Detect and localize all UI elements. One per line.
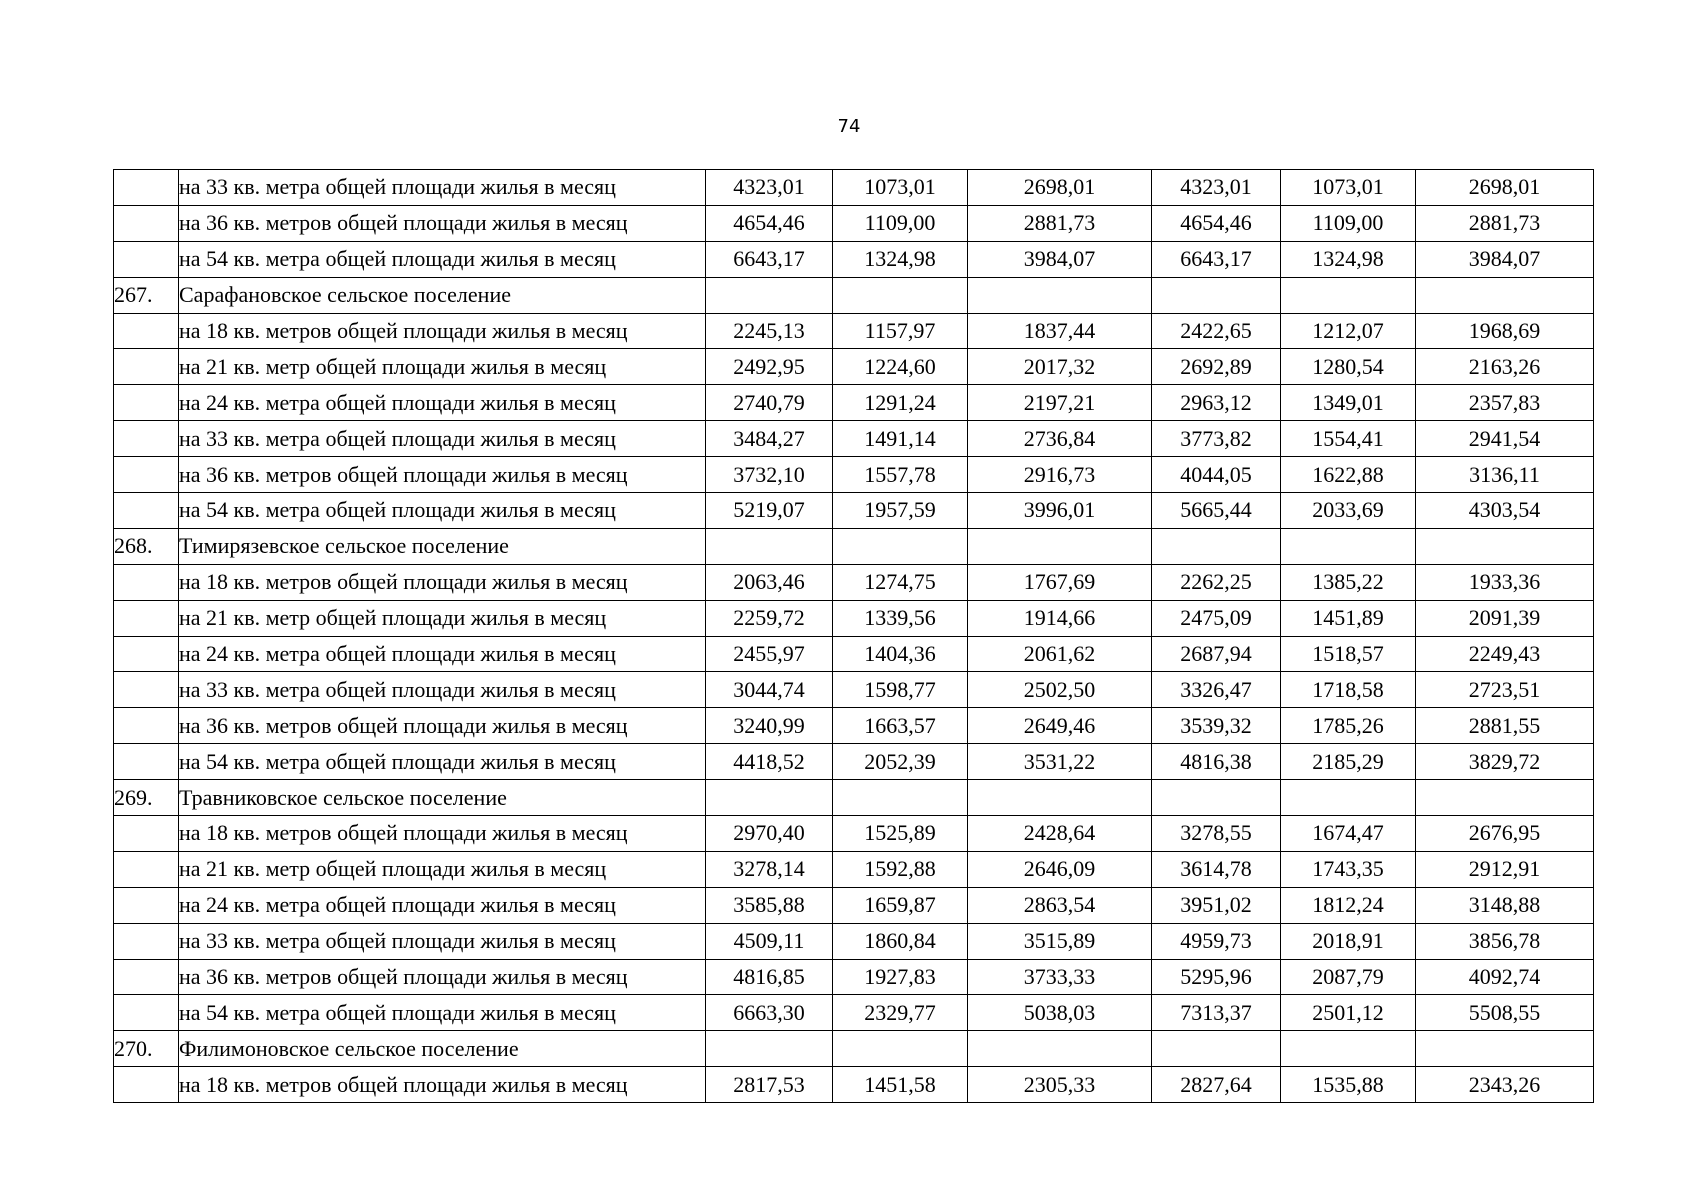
value-cell: 2941,54 — [1416, 421, 1594, 457]
value-cell: 4323,01 — [706, 170, 833, 206]
value-cell: 2262,25 — [1152, 564, 1281, 600]
value-cell: 4323,01 — [1152, 170, 1281, 206]
row-number-cell — [114, 672, 179, 708]
value-cell — [1281, 528, 1416, 564]
value-cell: 2676,95 — [1416, 816, 1594, 852]
value-cell: 2061,62 — [968, 636, 1152, 672]
row-number-cell — [114, 636, 179, 672]
row-number-cell — [114, 385, 179, 421]
value-cell: 1451,58 — [833, 1067, 968, 1103]
value-cell: 2863,54 — [968, 887, 1152, 923]
value-cell: 4959,73 — [1152, 923, 1281, 959]
table-row — [114, 241, 1594, 277]
row-number-cell — [114, 170, 179, 206]
value-cell: 2422,65 — [1152, 313, 1281, 349]
value-cell: 4418,52 — [706, 744, 833, 780]
value-cell: 2455,97 — [706, 636, 833, 672]
row-number-cell — [114, 205, 179, 241]
table-row — [114, 851, 1594, 887]
table-row — [114, 421, 1594, 457]
row-number-cell — [114, 241, 179, 277]
value-cell: 3515,89 — [968, 923, 1152, 959]
value-cell: 3278,55 — [1152, 816, 1281, 852]
value-cell: 1224,60 — [833, 349, 968, 385]
value-cell: 3996,01 — [968, 493, 1152, 529]
value-cell — [1416, 1031, 1594, 1067]
table-row-settlement — [114, 277, 1594, 313]
value-cell — [968, 1031, 1152, 1067]
value-cell: 2185,29 — [1281, 744, 1416, 780]
value-cell: 1659,87 — [833, 887, 968, 923]
value-cell: 2197,21 — [968, 385, 1152, 421]
value-cell: 1554,41 — [1281, 421, 1416, 457]
value-cell: 2740,79 — [706, 385, 833, 421]
table-row — [114, 170, 1594, 206]
value-cell: 4509,11 — [706, 923, 833, 959]
value-cell: 2736,84 — [968, 421, 1152, 457]
value-cell: 1491,14 — [833, 421, 968, 457]
value-cell: 3585,88 — [706, 887, 833, 923]
value-cell: 2881,73 — [1416, 205, 1594, 241]
description-cell: на 36 кв. метров общей площади жилья в месяц — [179, 708, 706, 744]
table-row — [114, 636, 1594, 672]
value-cell: 2912,91 — [1416, 851, 1594, 887]
value-cell: 1837,44 — [968, 313, 1152, 349]
table-row — [114, 205, 1594, 241]
value-cell: 1812,24 — [1281, 887, 1416, 923]
value-cell: 2163,26 — [1416, 349, 1594, 385]
row-number-cell — [114, 564, 179, 600]
table-row — [114, 457, 1594, 493]
value-cell: 1674,47 — [1281, 816, 1416, 852]
value-cell — [968, 277, 1152, 313]
value-cell: 1957,59 — [833, 493, 968, 529]
table-row — [114, 1067, 1594, 1103]
description-cell: на 33 кв. метра общей площади жилья в месяц — [179, 923, 706, 959]
value-cell: 3531,22 — [968, 744, 1152, 780]
value-cell: 3326,47 — [1152, 672, 1281, 708]
value-cell: 2963,12 — [1152, 385, 1281, 421]
value-cell: 1157,97 — [833, 313, 968, 349]
description-cell: на 24 кв. метра общей площади жилья в месяц — [179, 385, 706, 421]
value-cell — [1416, 277, 1594, 313]
description-cell: на 18 кв. метров общей площади жилья в месяц — [179, 564, 706, 600]
value-cell: 4092,74 — [1416, 959, 1594, 995]
table-body — [114, 170, 1594, 1103]
table-row — [114, 493, 1594, 529]
value-cell: 3148,88 — [1416, 887, 1594, 923]
value-cell: 4654,46 — [1152, 205, 1281, 241]
value-cell — [1152, 528, 1281, 564]
value-cell: 2087,79 — [1281, 959, 1416, 995]
value-cell: 3044,74 — [706, 672, 833, 708]
value-cell: 1525,89 — [833, 816, 968, 852]
table-row-settlement — [114, 780, 1594, 816]
value-cell: 7313,37 — [1152, 995, 1281, 1031]
value-cell: 5665,44 — [1152, 493, 1281, 529]
description-cell: на 33 кв. метра общей площади жилья в месяц — [179, 672, 706, 708]
value-cell: 2492,95 — [706, 349, 833, 385]
value-cell: 1914,66 — [968, 600, 1152, 636]
value-cell: 1598,77 — [833, 672, 968, 708]
value-cell: 1109,00 — [833, 205, 968, 241]
table-row — [114, 995, 1594, 1031]
value-cell: 4816,85 — [706, 959, 833, 995]
value-cell: 1324,98 — [833, 241, 968, 277]
table-row — [114, 349, 1594, 385]
value-cell: 1718,58 — [1281, 672, 1416, 708]
description-cell: на 54 кв. метра общей площади жилья в месяц — [179, 995, 706, 1031]
description-cell: на 21 кв. метр общей площади жилья в месяц — [179, 600, 706, 636]
value-cell — [1152, 1031, 1281, 1067]
value-cell: 2428,64 — [968, 816, 1152, 852]
value-cell: 2245,13 — [706, 313, 833, 349]
value-cell: 3732,10 — [706, 457, 833, 493]
row-number-cell — [114, 600, 179, 636]
value-cell: 3733,33 — [968, 959, 1152, 995]
table-row — [114, 959, 1594, 995]
description-cell: на 36 кв. метров общей площади жилья в месяц — [179, 959, 706, 995]
value-cell — [833, 1031, 968, 1067]
value-cell: 3951,02 — [1152, 887, 1281, 923]
value-cell: 1073,01 — [833, 170, 968, 206]
value-cell — [1281, 277, 1416, 313]
value-cell: 1860,84 — [833, 923, 968, 959]
value-cell: 2970,40 — [706, 816, 833, 852]
value-cell — [1152, 277, 1281, 313]
value-cell — [968, 780, 1152, 816]
value-cell: 2501,12 — [1281, 995, 1416, 1031]
row-number-cell — [114, 421, 179, 457]
value-cell: 1280,54 — [1281, 349, 1416, 385]
table-row-settlement — [114, 1031, 1594, 1067]
value-cell: 2692,89 — [1152, 349, 1281, 385]
description-cell: на 36 кв. метров общей площади жилья в месяц — [179, 457, 706, 493]
value-cell: 1212,07 — [1281, 313, 1416, 349]
value-cell: 2646,09 — [968, 851, 1152, 887]
value-cell: 1518,57 — [1281, 636, 1416, 672]
settlement-name-cell: Филимоновское сельское поселение — [179, 1031, 706, 1067]
description-cell: на 18 кв. метров общей площади жилья в месяц — [179, 313, 706, 349]
value-cell: 2305,33 — [968, 1067, 1152, 1103]
description-cell: на 18 кв. метров общей площади жилья в месяц — [179, 1067, 706, 1103]
row-number-cell — [114, 349, 179, 385]
value-cell: 2698,01 — [1416, 170, 1594, 206]
value-cell: 1743,35 — [1281, 851, 1416, 887]
table-row — [114, 672, 1594, 708]
row-number-cell: 268. — [114, 528, 179, 564]
value-cell — [833, 780, 968, 816]
value-cell: 2723,51 — [1416, 672, 1594, 708]
value-cell: 2817,53 — [706, 1067, 833, 1103]
value-cell: 5219,07 — [706, 493, 833, 529]
value-cell: 3829,72 — [1416, 744, 1594, 780]
value-cell: 1968,69 — [1416, 313, 1594, 349]
table-row-settlement — [114, 528, 1594, 564]
value-cell: 2475,09 — [1152, 600, 1281, 636]
value-cell: 4044,05 — [1152, 457, 1281, 493]
description-cell: на 54 кв. метра общей площади жилья в месяц — [179, 744, 706, 780]
value-cell: 3773,82 — [1152, 421, 1281, 457]
value-cell: 2259,72 — [706, 600, 833, 636]
value-cell: 5038,03 — [968, 995, 1152, 1031]
value-cell: 1073,01 — [1281, 170, 1416, 206]
value-cell: 2052,39 — [833, 744, 968, 780]
value-cell: 6663,30 — [706, 995, 833, 1031]
description-cell: на 21 кв. метр общей площади жилья в месяц — [179, 349, 706, 385]
tariff-table — [113, 169, 1594, 1103]
value-cell: 1324,98 — [1281, 241, 1416, 277]
row-number-cell — [114, 313, 179, 349]
value-cell: 2063,46 — [706, 564, 833, 600]
value-cell: 3240,99 — [706, 708, 833, 744]
settlement-name-cell: Травниковское сельское поселение — [179, 780, 706, 816]
table-row — [114, 708, 1594, 744]
description-cell: на 33 кв. метра общей площади жилья в месяц — [179, 421, 706, 457]
value-cell: 2698,01 — [968, 170, 1152, 206]
value-cell: 1109,00 — [1281, 205, 1416, 241]
value-cell: 2827,64 — [1152, 1067, 1281, 1103]
value-cell: 3856,78 — [1416, 923, 1594, 959]
value-cell: 3278,14 — [706, 851, 833, 887]
value-cell: 2916,73 — [968, 457, 1152, 493]
description-cell: на 24 кв. метра общей площади жилья в месяц — [179, 887, 706, 923]
value-cell: 3614,78 — [1152, 851, 1281, 887]
value-cell: 2091,39 — [1416, 600, 1594, 636]
value-cell: 1557,78 — [833, 457, 968, 493]
value-cell: 2033,69 — [1281, 493, 1416, 529]
value-cell — [706, 528, 833, 564]
value-cell: 2687,94 — [1152, 636, 1281, 672]
value-cell — [706, 1031, 833, 1067]
value-cell — [1416, 528, 1594, 564]
value-cell: 1592,88 — [833, 851, 968, 887]
row-number-cell — [114, 887, 179, 923]
value-cell: 4303,54 — [1416, 493, 1594, 529]
row-number-cell — [114, 744, 179, 780]
value-cell: 3484,27 — [706, 421, 833, 457]
value-cell: 4816,38 — [1152, 744, 1281, 780]
value-cell: 1622,88 — [1281, 457, 1416, 493]
row-number-cell — [114, 923, 179, 959]
table-row — [114, 564, 1594, 600]
value-cell: 2649,46 — [968, 708, 1152, 744]
row-number-cell: 270. — [114, 1031, 179, 1067]
value-cell: 1451,89 — [1281, 600, 1416, 636]
description-cell: на 54 кв. метра общей площади жилья в месяц — [179, 241, 706, 277]
row-number-cell — [114, 995, 179, 1031]
value-cell — [1281, 1031, 1416, 1067]
value-cell: 3136,11 — [1416, 457, 1594, 493]
value-cell: 4654,46 — [706, 205, 833, 241]
value-cell: 2357,83 — [1416, 385, 1594, 421]
value-cell: 3539,32 — [1152, 708, 1281, 744]
row-number-cell — [114, 493, 179, 529]
settlement-name-cell: Сарафановское сельское поселение — [179, 277, 706, 313]
description-cell: на 54 кв. метра общей площади жилья в месяц — [179, 493, 706, 529]
value-cell: 2018,91 — [1281, 923, 1416, 959]
value-cell: 5295,96 — [1152, 959, 1281, 995]
value-cell — [968, 528, 1152, 564]
value-cell — [1416, 780, 1594, 816]
table-row — [114, 887, 1594, 923]
row-number-cell: 269. — [114, 780, 179, 816]
value-cell — [706, 277, 833, 313]
description-cell: на 18 кв. метров общей площади жилья в месяц — [179, 816, 706, 852]
value-cell: 1349,01 — [1281, 385, 1416, 421]
description-cell: на 33 кв. метра общей площади жилья в месяц — [179, 170, 706, 206]
value-cell: 5508,55 — [1416, 995, 1594, 1031]
table-row — [114, 923, 1594, 959]
row-number-cell — [114, 708, 179, 744]
description-cell: на 36 кв. метров общей площади жилья в месяц — [179, 205, 706, 241]
value-cell: 1785,26 — [1281, 708, 1416, 744]
table-row — [114, 816, 1594, 852]
value-cell: 2881,73 — [968, 205, 1152, 241]
value-cell: 2502,50 — [968, 672, 1152, 708]
value-cell: 2249,43 — [1416, 636, 1594, 672]
value-cell — [833, 528, 968, 564]
row-number-cell — [114, 457, 179, 493]
description-cell: на 24 кв. метра общей площади жилья в месяц — [179, 636, 706, 672]
page-number: 74 — [837, 116, 861, 137]
value-cell — [1281, 780, 1416, 816]
value-cell: 2329,77 — [833, 995, 968, 1031]
value-cell: 1339,56 — [833, 600, 968, 636]
value-cell — [1152, 780, 1281, 816]
row-number-cell — [114, 1067, 179, 1103]
row-number-cell — [114, 851, 179, 887]
value-cell: 3984,07 — [968, 241, 1152, 277]
value-cell: 1535,88 — [1281, 1067, 1416, 1103]
value-cell — [833, 277, 968, 313]
description-cell: на 21 кв. метр общей площади жилья в месяц — [179, 851, 706, 887]
value-cell: 3984,07 — [1416, 241, 1594, 277]
value-cell: 1291,24 — [833, 385, 968, 421]
value-cell: 2343,26 — [1416, 1067, 1594, 1103]
value-cell — [706, 780, 833, 816]
value-cell: 1933,36 — [1416, 564, 1594, 600]
row-number-cell: 267. — [114, 277, 179, 313]
value-cell: 1404,36 — [833, 636, 968, 672]
value-cell: 1385,22 — [1281, 564, 1416, 600]
row-number-cell — [114, 816, 179, 852]
value-cell: 1767,69 — [968, 564, 1152, 600]
settlement-name-cell: Тимирязевское сельское поселение — [179, 528, 706, 564]
value-cell: 6643,17 — [706, 241, 833, 277]
table-row — [114, 313, 1594, 349]
table-row — [114, 385, 1594, 421]
row-number-cell — [114, 959, 179, 995]
value-cell: 1927,83 — [833, 959, 968, 995]
value-cell: 2017,32 — [968, 349, 1152, 385]
table-row — [114, 600, 1594, 636]
value-cell: 1663,57 — [833, 708, 968, 744]
value-cell: 1274,75 — [833, 564, 968, 600]
table-row — [114, 744, 1594, 780]
value-cell: 2881,55 — [1416, 708, 1594, 744]
value-cell: 6643,17 — [1152, 241, 1281, 277]
